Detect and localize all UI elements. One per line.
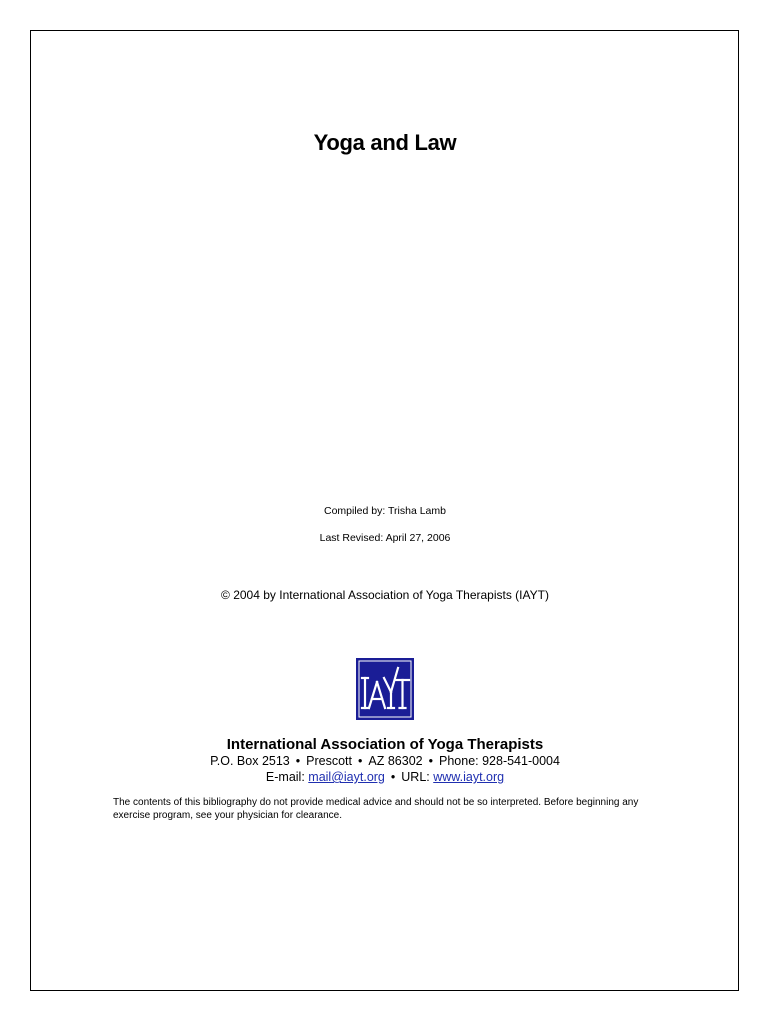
mailing-address <box>0 754 770 768</box>
city: Prescott <box>306 754 352 768</box>
separator: • <box>358 754 363 768</box>
state-zip: AZ 86302 <box>368 754 423 768</box>
url-label: URL: <box>401 770 434 784</box>
phone: Phone: 928-541-0004 <box>439 754 560 768</box>
website-link[interactable]: www.iayt.org <box>433 770 505 784</box>
email-label: E-mail: <box>265 770 309 784</box>
copyright-notice: © 2004 by International Association of Yoga Therapists (IAYT) <box>221 588 549 602</box>
organization-name: International Association of Yoga Therapists <box>226 736 544 753</box>
separator: • <box>295 754 301 768</box>
po-box: P.O. Box 2513 <box>210 754 290 768</box>
separator: • <box>428 754 433 768</box>
document-title: Yoga and Law <box>313 130 457 155</box>
contact-line <box>0 770 770 784</box>
email-link[interactable]: mail@iayt.org <box>308 770 385 784</box>
disclaimer-text: The contents of this bibliography do not provide medical advice and should not be so interpreted. Before beginning any exercise program, see your physician for clearance. <box>113 797 639 821</box>
iayt-logo-icon <box>356 658 414 720</box>
last-revised: Last Revised: April 27, 2006 <box>319 532 451 544</box>
separator: • <box>390 770 396 784</box>
compiled-by: Compiled by: Trisha Lamb <box>324 505 446 517</box>
